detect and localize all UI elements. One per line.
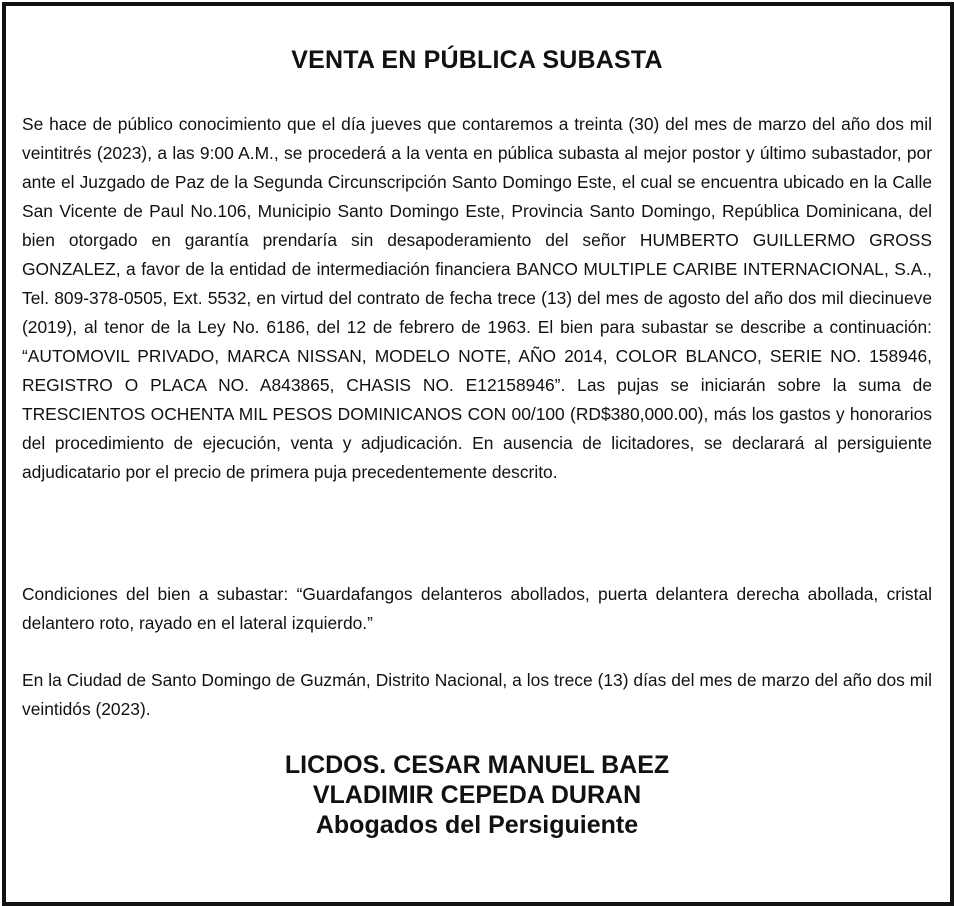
notice-paragraph-main: Se hace de público conocimiento que el día jueves que contaremos a treinta (30) del mes de marzo del año dos mil veintitrés (2023), a las 9:00 A.M., se procederá a la venta en pública subasta al mejor postor y último subastador, por ante el Juzgado de Paz de la Segunda Circunscripción Santo Domingo Este, el cual se encuentra ubicado en la Calle San Vicente de Paul No.106, Municipio Santo Domingo Este, Provincia Santo Domingo, República Dominicana, del bien otorgado en garantía prendaría sin desapoderamiento del señor HUMBERTO GUILLERMO GROSS GONZALEZ, a favor de la entidad de intermediación financiera BANCO MULTIPLE CARIBE INTERNACIONAL, S.A., Tel. 809-378-0505, Ext. 5532, en virtud del contrato de fecha trece (13) del mes de agosto del año dos mil diecinueve (2019), al tenor de la Ley No. 6186, del 12 de febrero de 1963. El bien para subastar se describe a continuación: “AUTOMOVIL PRIVADO, MARCA NISSAN, MODELO NOTE, AÑO 2014, COLOR BLANCO, SERIE NO. 158946, REGISTRO O PLACA NO. A843865, CHASIS NO. E12158946”. Las pujas se iniciarán sobre la suma de TRESCIENTOS OCHENTA MIL PESOS DOMINICANOS CON 00/100 (RD$380,000.00), más los gastos y honorarios del procedimiento de ejecución, venta y adjudicación. En ausencia de licitadores, se declarará al persiguiente adjudicatario por el precio de primera puja precedentemente descrito. bbox=[22, 114, 932, 482]
signature-block bbox=[22, 750, 932, 840]
notice-paragraph-date: En la Ciudad de Santo Domingo de Guzmán, Distrito Nacional, a los trece (13) días del mes de marzo del año dos mil veintidós (2023). bbox=[22, 670, 932, 719]
signature-line-1: LICDOS. CESAR MANUEL BAEZ bbox=[284, 751, 670, 779]
signature-line-2: VLADIMIR CEPEDA DURAN bbox=[312, 781, 642, 809]
notice-title: VENTA EN PÚBLICA SUBASTA bbox=[291, 46, 663, 74]
signature-line-3: Abogados del Persiguiente bbox=[315, 811, 639, 839]
notice-frame bbox=[2, 2, 954, 906]
notice-paragraph-conditions: Condiciones del bien a subastar: “Guardafangos delanteros abollados, puerta delantera derecha abollada, cristal delantero roto, rayado en el lateral izquierdo.” bbox=[22, 584, 932, 633]
